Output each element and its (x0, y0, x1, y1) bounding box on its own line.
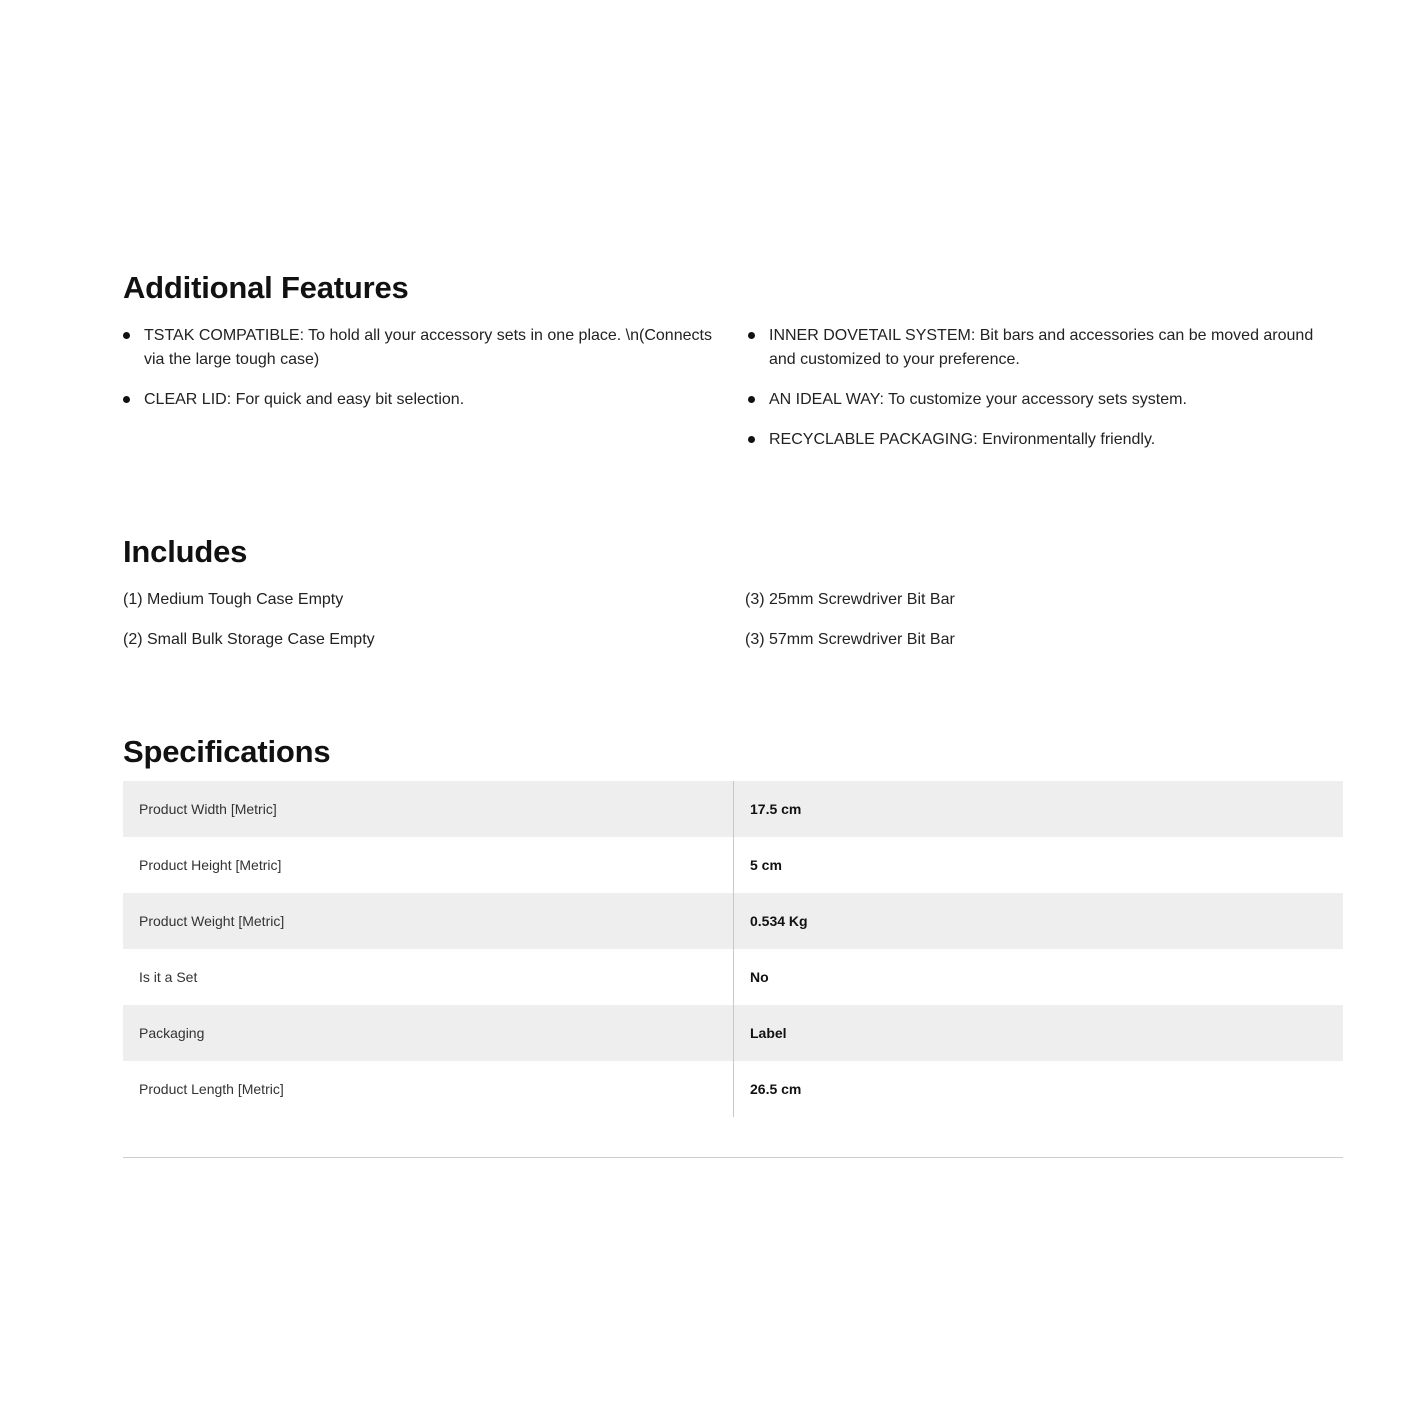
feature-item (748, 428, 1338, 452)
spec-label: Is it a Set (123, 949, 734, 1005)
includes-list-left (123, 588, 375, 668)
feature-text: RECYCLABLE PACKAGING: Environmentally friendly. (769, 431, 1156, 448)
spec-value: Label (734, 1005, 1344, 1061)
includes-heading: Includes (123, 534, 248, 569)
include-item: (3) 57mm Screwdriver Bit Bar (745, 631, 955, 648)
spec-label: Product Height [Metric] (123, 837, 734, 893)
spec-value: 17.5 cm (734, 781, 1344, 837)
spec-label: Packaging (123, 1005, 734, 1061)
table-row (123, 1061, 1343, 1117)
table-row (123, 781, 1343, 837)
feature-text: INNER DOVETAIL SYSTEM: Bit bars and accessories can be moved around and customized to your preference. (769, 327, 1314, 368)
features-list-right (748, 324, 1338, 468)
bullet-icon (123, 332, 130, 339)
bullet-icon (748, 332, 755, 339)
section-divider (123, 1157, 1343, 1158)
feature-item (748, 324, 1338, 372)
include-item: (2) Small Bulk Storage Case Empty (123, 631, 375, 648)
feature-text: AN IDEAL WAY: To customize your accessory sets system. (769, 391, 1187, 408)
spec-value: 26.5 cm (734, 1061, 1344, 1117)
spec-label: Product Width [Metric] (123, 781, 734, 837)
feature-text: CLEAR LID: For quick and easy bit selection. (144, 391, 465, 408)
table-row (123, 837, 1343, 893)
spec-value: 5 cm (734, 837, 1344, 893)
includes-list-right (745, 588, 955, 668)
include-item: (3) 25mm Screwdriver Bit Bar (745, 591, 955, 608)
feature-text: TSTAK COMPATIBLE: To hold all your accessory sets in one place. \n(Connects via the large tough case) (144, 327, 712, 368)
additional-features-heading: Additional Features (123, 270, 409, 305)
feature-item (748, 388, 1338, 412)
table-row (123, 893, 1343, 949)
specifications-heading: Specifications (123, 734, 331, 769)
specifications-table (123, 781, 1343, 1117)
features-list-left (123, 324, 713, 428)
bullet-icon (748, 436, 755, 443)
spec-label: Product Length [Metric] (123, 1061, 734, 1117)
feature-item (123, 388, 713, 412)
spec-value: No (734, 949, 1344, 1005)
table-row (123, 1005, 1343, 1061)
bullet-icon (748, 396, 755, 403)
table-row (123, 949, 1343, 1005)
include-item: (1) Medium Tough Case Empty (123, 591, 344, 608)
spec-label: Product Weight [Metric] (123, 893, 734, 949)
spec-value: 0.534 Kg (734, 893, 1344, 949)
bullet-icon (123, 396, 130, 403)
feature-item (123, 324, 713, 372)
